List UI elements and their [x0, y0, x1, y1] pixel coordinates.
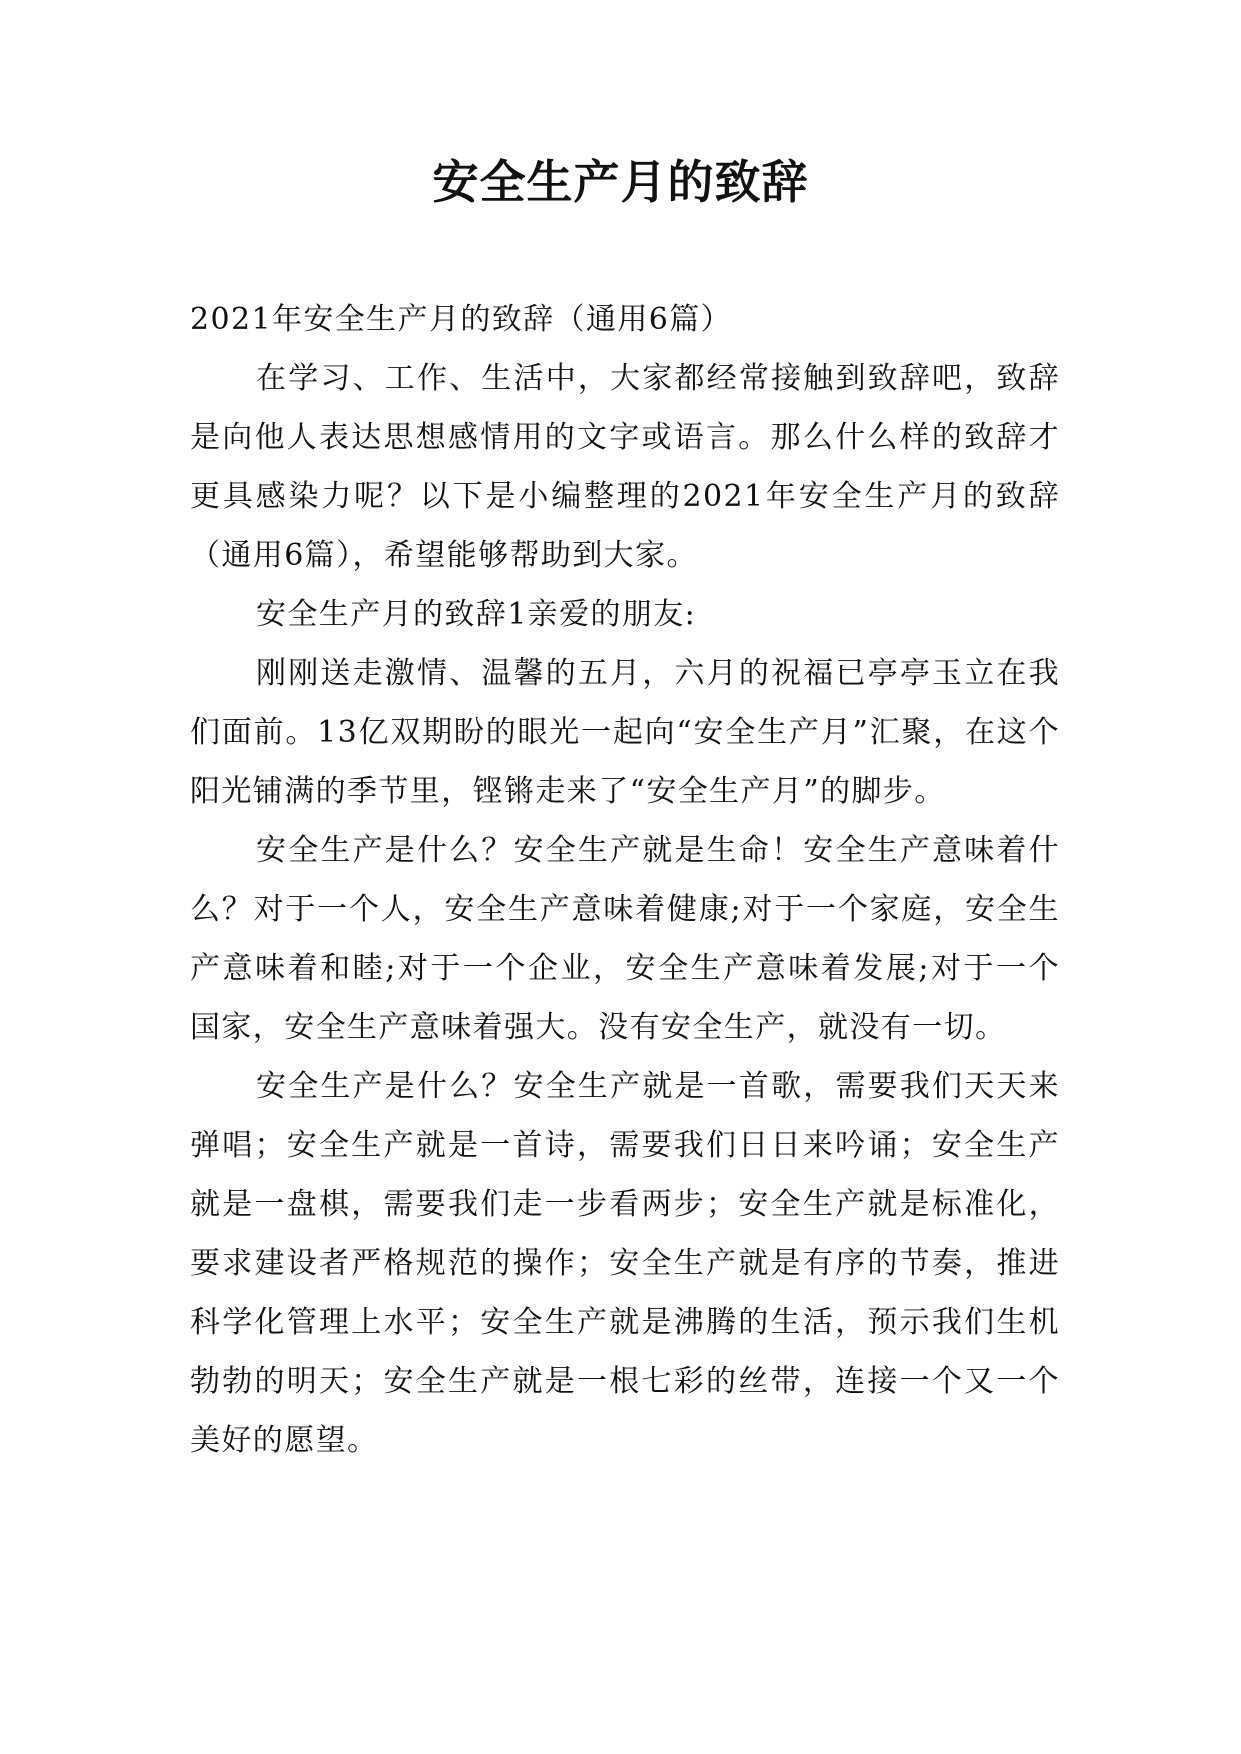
- body-paragraph-1: 刚刚送走激情、温馨的五月，六月的祝福已亭亭玉立在我们面前。13亿双期盼的眼光一起向“安全生产月”汇聚，在这个阳光铺满的季节里，铿锵走来了“安全生产月”的脚步。: [190, 656, 1060, 809]
- document-body: [190, 290, 1060, 1470]
- body-paragraph-2: 安全生产是什么？安全生产就是生命！安全生产意味着什么？对于一个人，安全生产意味着健康;对于一个家庭，安全生产意味着和睦;对于一个企业，安全生产意味着发展;对于一个国家，安全生产意味着强大。没有安全生产，就没有一切。: [190, 833, 1060, 1045]
- document-title: 安全生产月的致辞: [432, 155, 809, 209]
- body-paragraph-3: 安全生产是什么？安全生产就是一首歌，需要我们天天来弹唱；安全生产就是一首诗，需要我们日日来吟诵；安全生产就是一盘棋，需要我们走一步看两步；安全生产就是标准化，要求建设者严格规范的操作；安全生产就是有序的节奏，推进科学化管理上水平；安全生产就是沸腾的生活，预示我们生机勃勃的明天；安全生产就是一根七彩的丝带，连接一个又一个美好的愿望。: [190, 1069, 1060, 1458]
- intro-paragraph: 在学习、工作、生活中，大家都经常接触到致辞吧，致辞是向他人表达思想感情用的文字或语言。那么什么样的致辞才更具感染力呢？以下是小编整理的2021年安全生产月的致辞（通用6篇），希望能够帮助到大家。: [190, 361, 1060, 573]
- subtitle-paragraph: 2021年安全生产月的致辞（通用6篇）: [190, 302, 733, 337]
- greeting-paragraph: 安全生产月的致辞1亲爱的朋友:: [256, 597, 697, 632]
